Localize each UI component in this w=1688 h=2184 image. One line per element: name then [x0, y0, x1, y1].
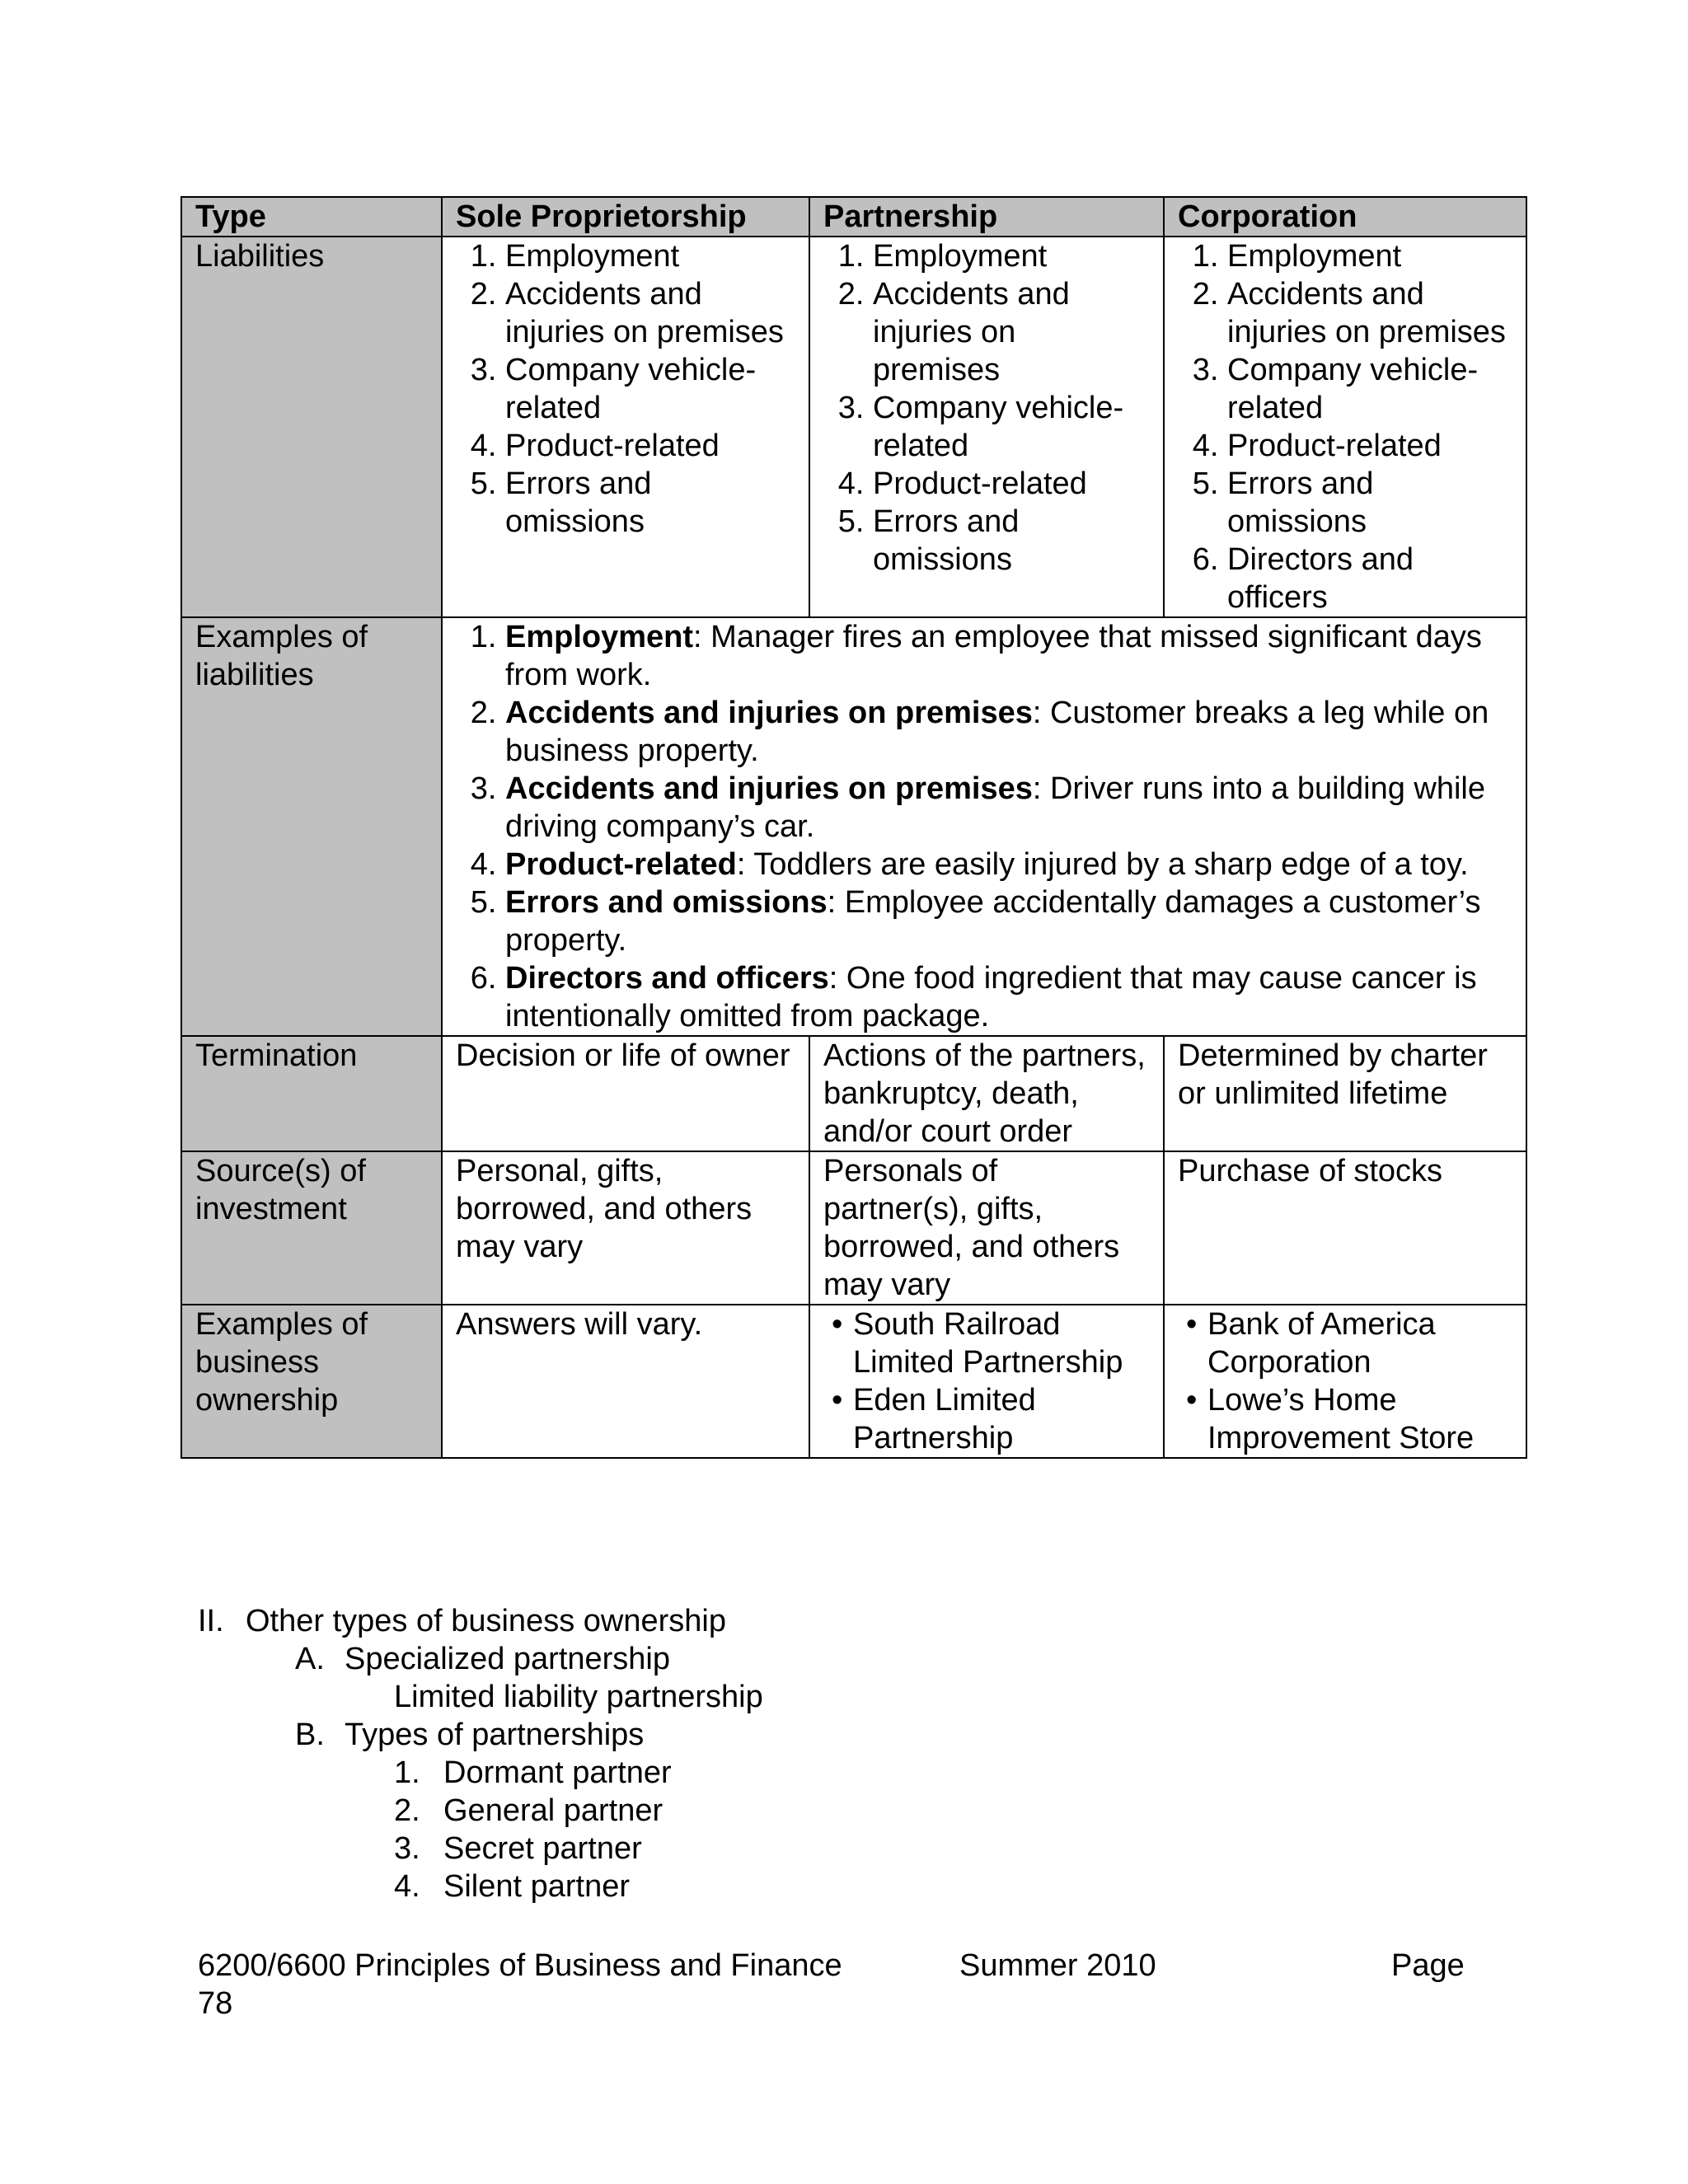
row-label-liabilities: Liabilities	[181, 237, 442, 617]
outline-list-number: 4.	[394, 1869, 420, 1904]
liabilities-corporation-cell	[1164, 237, 1526, 617]
header-sole-proprietorship: Sole Proprietorship	[442, 197, 809, 237]
examples-of-liabilities-list	[456, 618, 1512, 1035]
table-row-sources-of-investment	[181, 1151, 1526, 1305]
example-text: : Toddlers are easily injured by a sharp edge of a toy.	[736, 847, 1469, 882]
example-term: Accidents and injuries on premises	[505, 771, 1033, 806]
comparison-table	[181, 196, 1527, 1459]
table-row-examples-of-liabilities	[181, 617, 1526, 1036]
outline-list-text: Secret partner	[443, 1831, 642, 1866]
footer-page-label: Page	[1391, 1948, 1465, 1983]
ownership-partnership-list	[823, 1305, 1150, 1457]
example-term: Directors and officers	[505, 961, 829, 996]
outline-list-text: General partner	[443, 1793, 663, 1828]
termination-partnership-cell: Actions of the partners, bankruptcy, death, and/or court order	[809, 1036, 1164, 1151]
outline-section-number: II.	[198, 1604, 224, 1638]
liabilities-partnership-cell	[809, 237, 1164, 617]
example-text: : One food ingredient that may cause cancer is intentionally omitted from package.	[505, 961, 1477, 1033]
header-partnership: Partnership	[809, 197, 1164, 237]
list-item	[505, 618, 1512, 694]
list-item: 4. Product-related	[1227, 427, 1512, 465]
example-term: Employment	[505, 620, 694, 654]
example-text: : Manager fires an employee that missed significant days from work.	[505, 620, 1482, 692]
liabilities-corporation-list	[1178, 237, 1512, 616]
footer-page-number: 78	[198, 1986, 233, 2021]
list-item: 5. Errors and omissions	[1227, 465, 1512, 541]
header-type: Type	[181, 197, 442, 237]
ownership-partnership-cell	[809, 1305, 1164, 1458]
example-text: : Customer breaks a leg while on business property.	[505, 696, 1489, 768]
list-item: • Eden Limited Partnership	[853, 1381, 1150, 1457]
outline-item-title: Specialized partnership	[345, 1642, 671, 1676]
ownership-corporation-list	[1178, 1305, 1512, 1457]
outline-list-number: 2.	[394, 1793, 420, 1828]
list-item: 3. Company vehicle-related	[505, 351, 795, 427]
table-row-liabilities	[181, 237, 1526, 617]
footer-term: Summer 2010	[959, 1948, 1156, 1983]
table-row-termination	[181, 1036, 1526, 1151]
liabilities-sole-cell	[442, 237, 809, 617]
list-item: 4. Product-related	[505, 427, 795, 465]
example-term: Accidents and injuries on premises	[505, 696, 1033, 730]
list-item: 6. Directors and officers	[1227, 541, 1512, 616]
list-item: 5. Errors and omissions	[505, 465, 795, 541]
list-item: 2. Accidents and injuries on premises	[505, 275, 795, 351]
list-item	[505, 959, 1512, 1035]
list-item: 5. Errors and omissions	[873, 503, 1150, 579]
list-item: 3. Company vehicle-related	[873, 389, 1150, 465]
list-item: 2. Accidents and injuries on premises	[873, 275, 1150, 389]
ownership-sole-cell: Answers will vary.	[442, 1305, 809, 1458]
sources-sole-cell: Personal, gifts, borrowed, and others may vary	[442, 1151, 809, 1305]
list-item: • Lowe’s Home Improvement Store	[1207, 1381, 1512, 1457]
example-text: : Employee accidentally damages a customer’s property.	[505, 885, 1481, 958]
row-label-sources-of-investment: Source(s) of investment	[181, 1151, 442, 1305]
example-term: Errors and omissions	[505, 885, 828, 920]
example-term: Product-related	[505, 847, 737, 882]
row-label-examples-of-ownership: Examples of business ownership	[181, 1305, 442, 1458]
list-item: • Bank of America Corporation	[1207, 1305, 1512, 1381]
list-item: 1. Employment	[505, 237, 795, 275]
list-item: • South Railroad Limited Partnership	[853, 1305, 1150, 1381]
sources-partnership-cell: Personals of partner(s), gifts, borrowed, and others may vary	[809, 1151, 1164, 1305]
list-item: 2. Accidents and injuries on premises	[1227, 275, 1512, 351]
row-label-examples-of-liabilities: Examples of liabilities	[181, 617, 442, 1036]
termination-corporation-cell: Determined by charter or unlimited lifetime	[1164, 1036, 1526, 1151]
outline-list-text: Dormant partner	[443, 1755, 672, 1790]
ownership-corporation-cell	[1164, 1305, 1526, 1458]
outline-list-number: 3.	[394, 1831, 420, 1866]
liabilities-partnership-list	[823, 237, 1150, 579]
outline-list-number: 1.	[394, 1755, 420, 1790]
outline-subitem-text: Limited liability partnership	[394, 1680, 763, 1714]
outline-item-letter: B.	[295, 1718, 325, 1752]
list-item: 3. Company vehicle-related	[1227, 351, 1512, 427]
liabilities-sole-list	[456, 237, 795, 541]
footer-course: 6200/6600 Principles of Business and Finance	[198, 1948, 842, 1983]
outline-list-text: Silent partner	[443, 1869, 631, 1904]
list-item	[505, 846, 1512, 883]
examples-of-liabilities-cell	[442, 617, 1526, 1036]
list-item: 4. Product-related	[873, 465, 1150, 503]
outline-item-letter: A.	[295, 1642, 325, 1676]
table-row-examples-of-ownership	[181, 1305, 1526, 1458]
list-item	[505, 883, 1512, 959]
list-item: 1. Employment	[1227, 237, 1512, 275]
example-text: : Driver runs into a building while driving company’s car.	[505, 771, 1486, 844]
outline-section-title: Other types of business ownership	[246, 1604, 726, 1638]
row-label-termination: Termination	[181, 1036, 442, 1151]
list-item: 1. Employment	[873, 237, 1150, 275]
table-header-row	[181, 197, 1526, 237]
termination-sole-cell: Decision or life of owner	[442, 1036, 809, 1151]
sources-corporation-cell: Purchase of stocks	[1164, 1151, 1526, 1305]
page-footer	[198, 1947, 1517, 2022]
list-item	[505, 770, 1512, 846]
footer-line	[198, 1947, 1517, 1985]
outline-item-title: Types of partnerships	[345, 1718, 645, 1752]
header-corporation: Corporation	[1164, 197, 1526, 237]
list-item	[505, 694, 1512, 770]
